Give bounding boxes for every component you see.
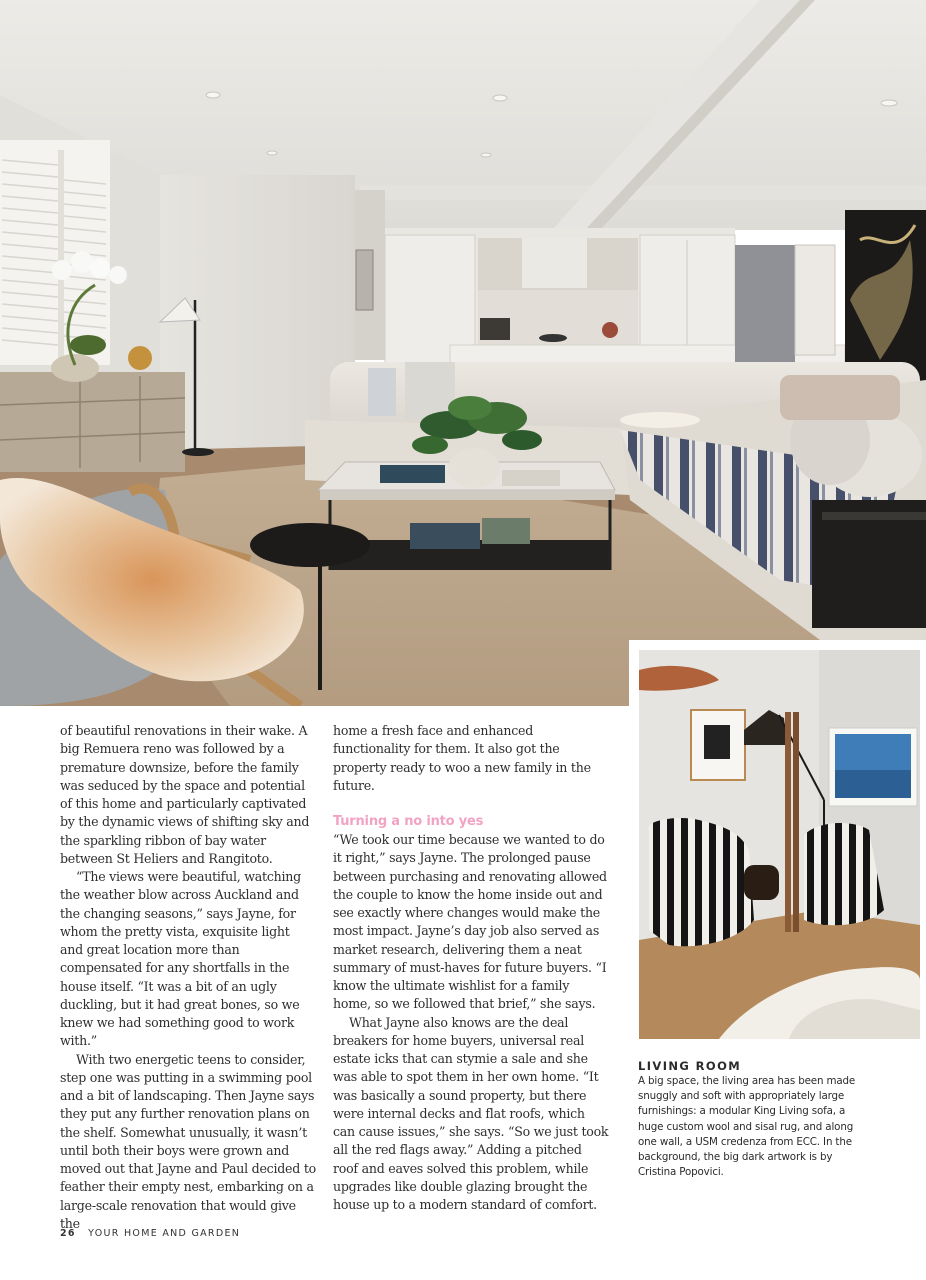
paragraph: of beautiful renovations in their wake. A big Remuera reno was followed by a premature downsize, before the family was seduced by the space and potential of this home and particularly captivated by the dynamic views of shifting sky and the sparkling ribbon of bay water between St Heliers and Rangitoto. [60,723,310,866]
paragraph: “The views were beautiful, watching the weather blow across Auckland and the changing seasons,” says Jayne, for whom the pretty vista, exquisite light and great location more than compensated for any shortfalls in the house itself. “It was a bit of an ugly duckling, but it had great bones, so we knew we had something good to work with.” [60,869,301,1049]
photo-caption [638,1058,870,1180]
page-number: 26 [60,1228,76,1239]
page-footer [60,1228,240,1239]
paragraph: “We took our time because we wanted to do it right,” says Jayne. The prolonged pause between purchasing and renovating allowed the couple to know the home inside out and see exactly where changes would make the most impact. Jayne’s day job also served as market research, delivering them a neat summary of must-haves for future buyers. “I know the ultimate wishlist for a family home, so we followed that brief,” she says. [333,832,607,1012]
paragraph: With two energetic teens to consider, step one was putting in a swimming pool and a bit of landscaping. Then Jayne says they put any further renovation plans on the shelf. Somewhat unusually, it wasn’t until both their boys were grown and moved out that Jayne and Paul decided to feather their empty nest, embarking on a large-scale renovation that would give the [60,1051,316,1231]
magazine-name: YOUR HOME AND GARDEN [88,1228,241,1239]
paragraph: What Jayne also knows are the deal breakers for home buyers, universal real estate icks that can stymie a sale and she was able to spot them in her own home. “It was basically a sound property, but there were internal decks and flat roofs, which can cause issues,” she says. “So we just took all the red flags away.” Adding a pitched roof and eaves solved this problem, while upgrades like double glazing brought the house up to a modern standard of comfort. [333,1014,609,1212]
paragraph: home a fresh face and enhanced functionality for them. It also got the property ready to woo a new family in the future. [333,723,591,793]
inset-photo-chairs [639,650,920,1039]
body-column-2 [333,722,609,1214]
caption-title: LIVING ROOM [638,1059,742,1073]
subheading: Turning a no into yes [333,814,484,829]
body-column-1 [60,722,316,1233]
caption-text: A big space, the living area has been made snuggly and soft with appropriately large furnishings: a modular King Living sofa, a huge custom wool and sisal rug, and along one wall, a USM credenza from ECC. In the background, the big dark artwork is by Cristina Popovici. [638,1075,856,1179]
